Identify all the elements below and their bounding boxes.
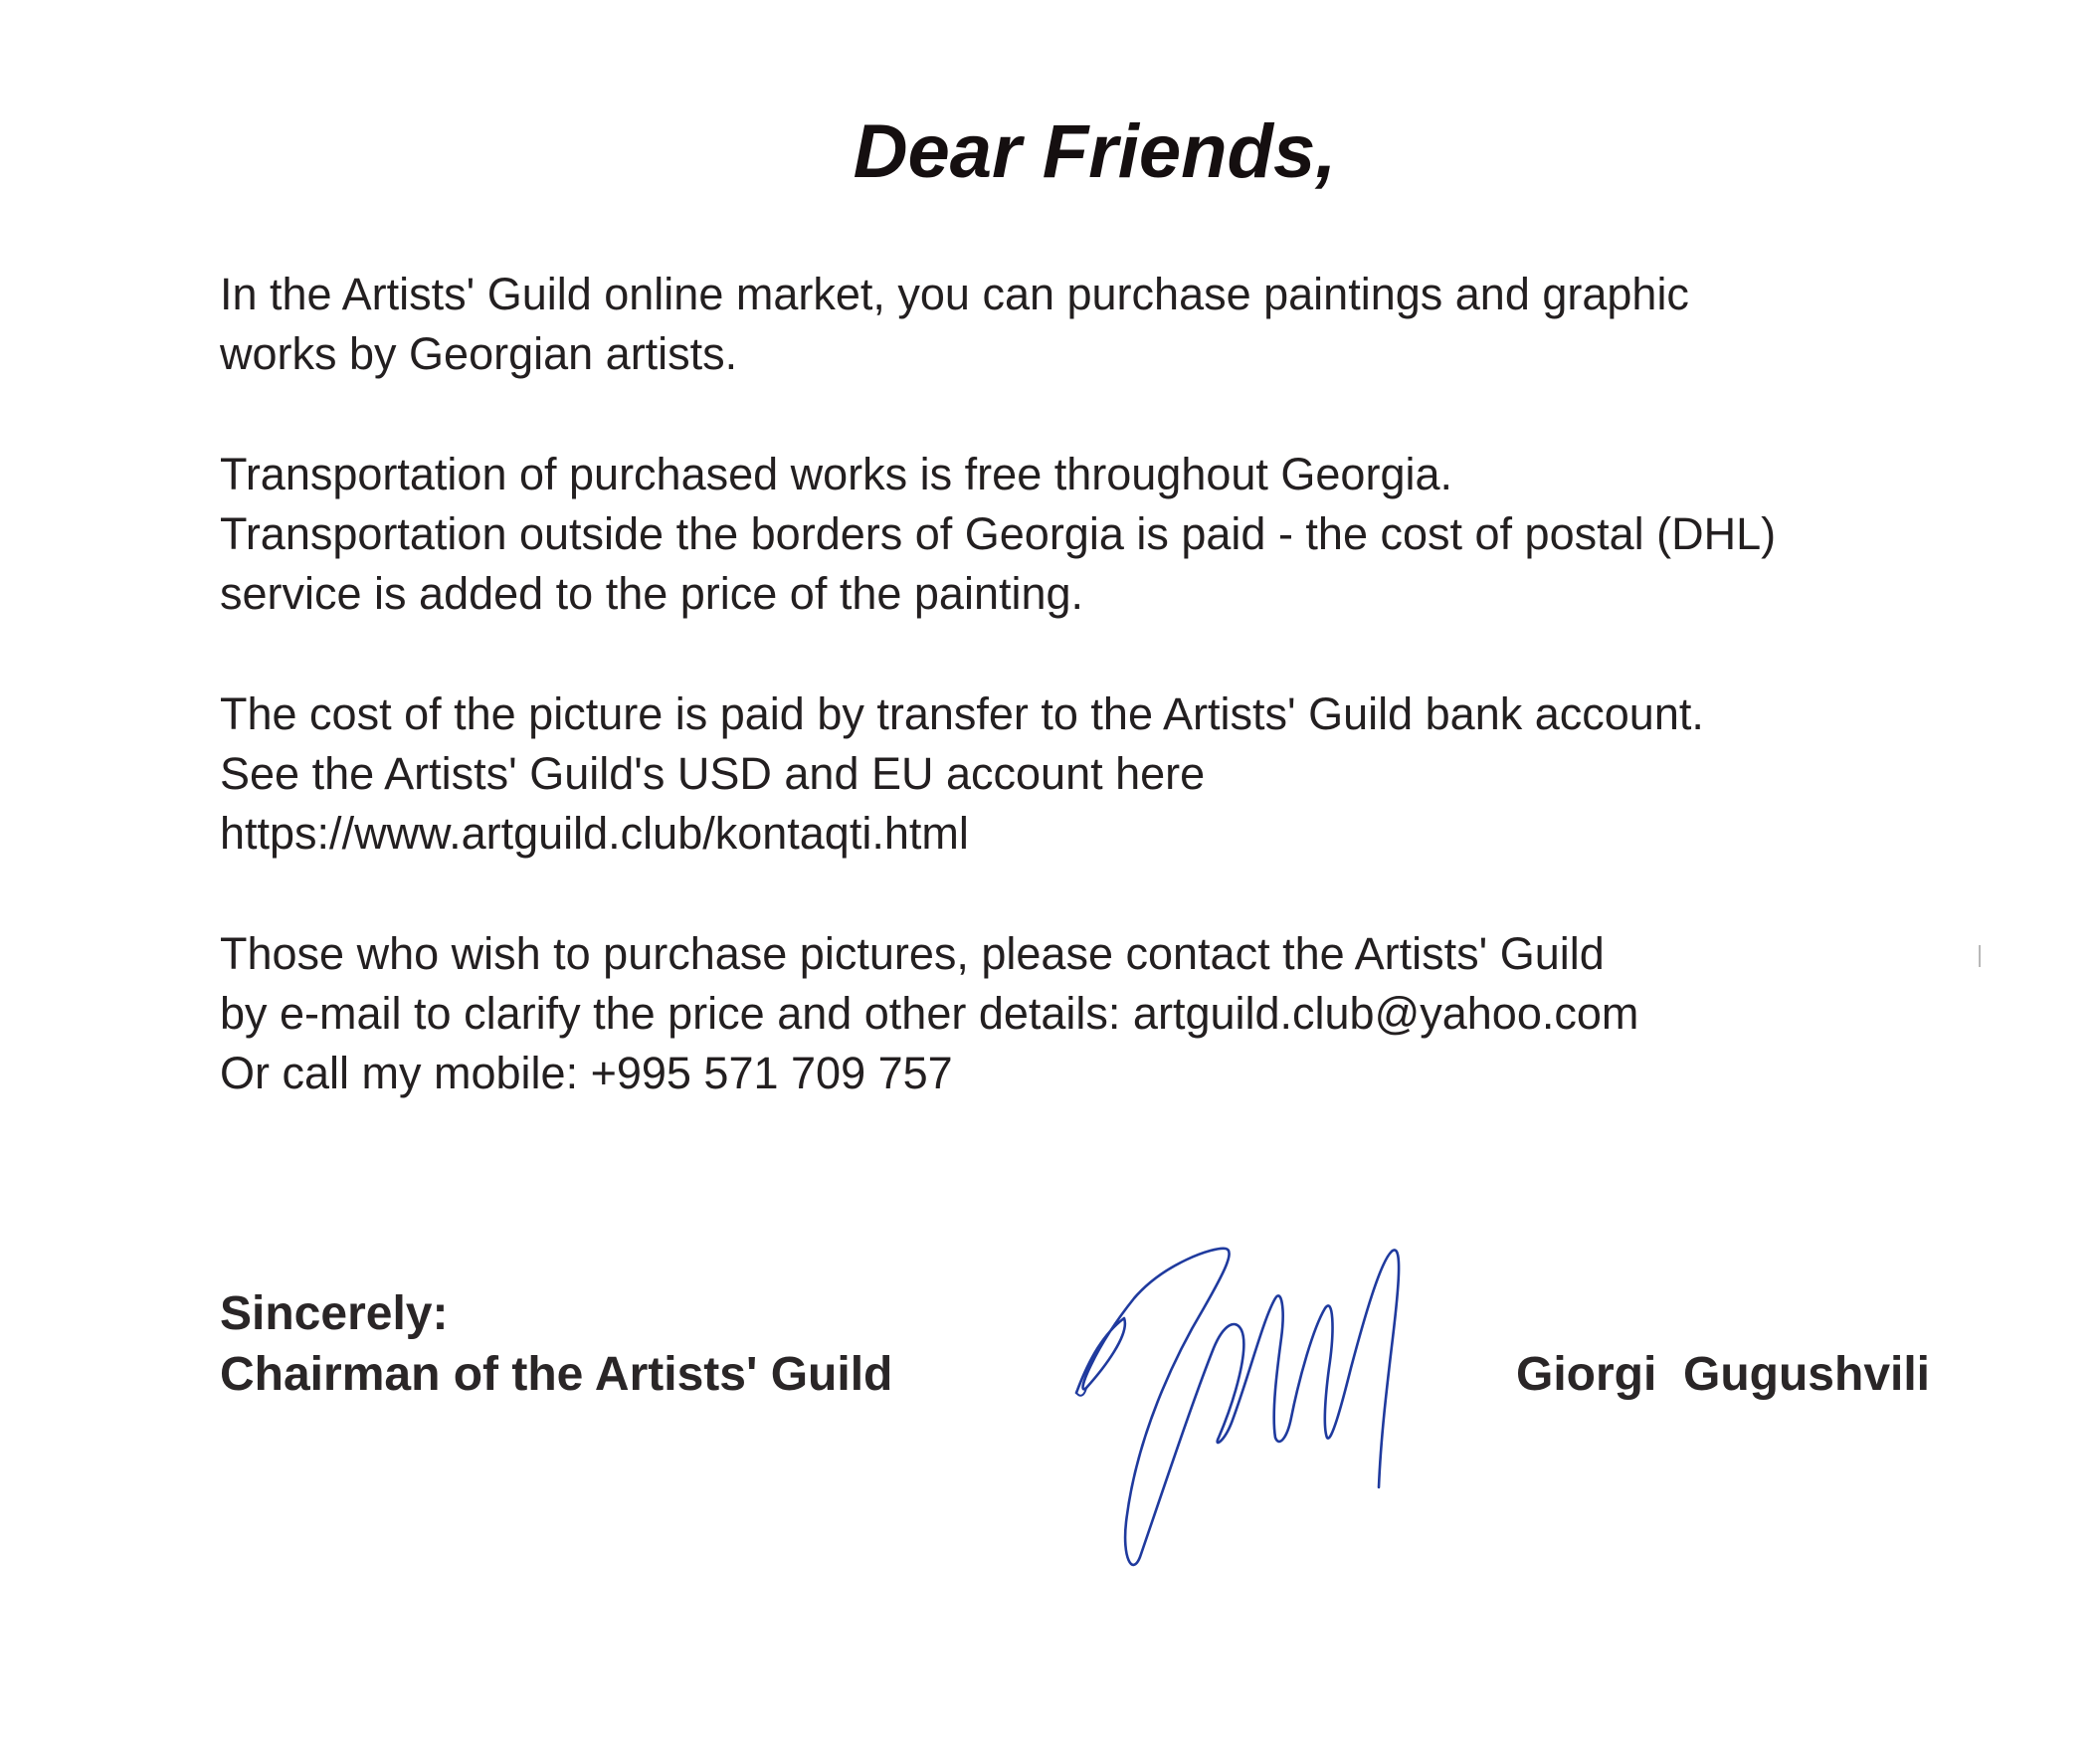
closing-salutation: Sincerely: <box>220 1287 449 1340</box>
scan-mark <box>1979 945 1981 967</box>
signer-title: Chairman of the Artists' Guild <box>220 1348 893 1401</box>
paragraph-line: In the Artists' Guild online market, you can purchase paintings and graphic <box>220 269 1689 319</box>
paragraph-line: Transportation of purchased works is free throughout Georgia. <box>220 449 1452 499</box>
paragraph-transportation <box>220 445 2010 624</box>
closing-block <box>220 1283 892 1405</box>
paragraph-payment <box>220 684 2010 864</box>
handwritten-signature <box>1064 1239 1423 1577</box>
account-link-text: https://www.artguild.club/kontaqti.html <box>220 808 969 859</box>
paragraph-intro <box>220 265 2010 384</box>
paragraph-line: Transportation outside the borders of Georgia is paid - the cost of postal (DHL) <box>220 508 1777 559</box>
paragraph-line: See the Artists' Guild's USD and EU account here <box>220 748 1206 799</box>
paragraph-line: Or call my mobile: +995 571 709 757 <box>220 1048 953 1098</box>
paragraph-line: service is added to the price of the painting. <box>220 568 1084 619</box>
letter-heading: Dear Friends, <box>853 109 1337 194</box>
signer-name: Giorgi Gugushvili <box>1516 1348 1931 1401</box>
paragraph-line: works by Georgian artists. <box>220 328 738 379</box>
paragraph-line: The cost of the picture is paid by transfer to the Artists' Guild bank account. <box>220 688 1704 739</box>
paragraph-line: by e-mail to clarify the price and other details: artguild.club@yahoo.com <box>220 988 1639 1039</box>
paragraph-line: Those who wish to purchase pictures, please contact the Artists' Guild <box>220 928 1605 979</box>
paragraph-contact <box>220 924 2010 1103</box>
